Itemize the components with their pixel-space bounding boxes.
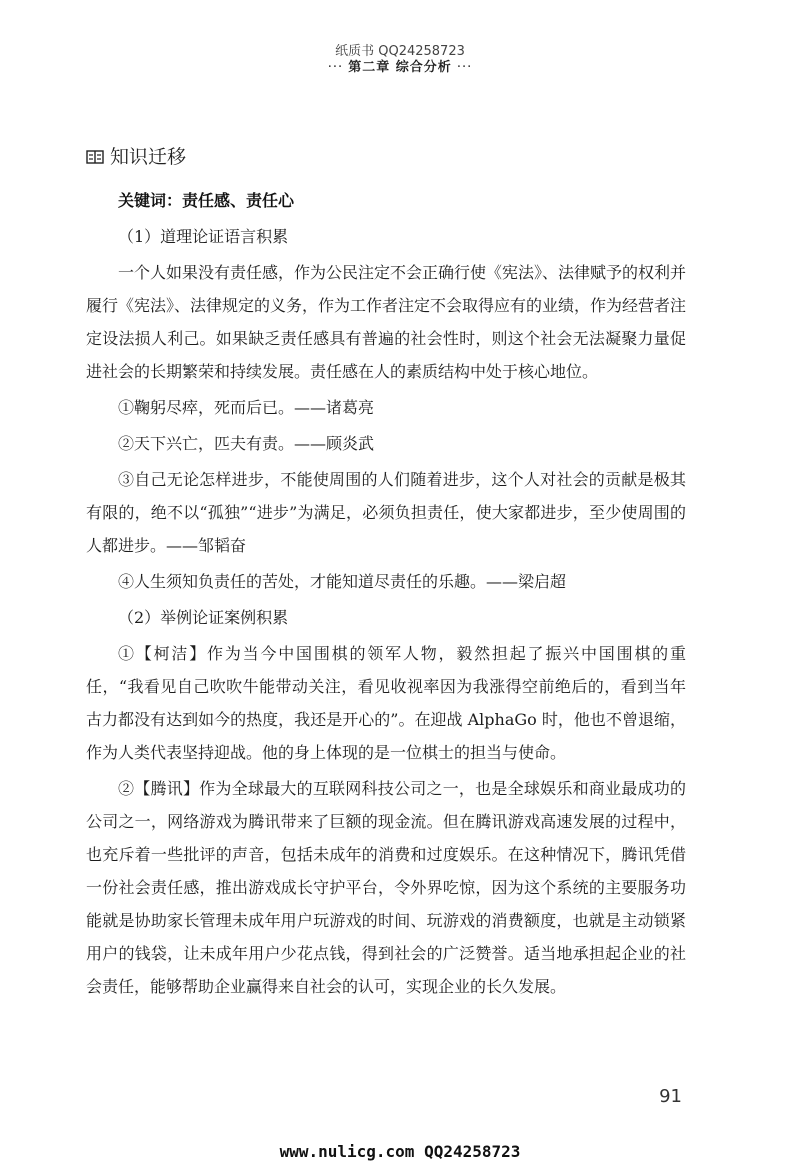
body-text (86, 220, 686, 1006)
header-suffix: ··· (451, 60, 473, 75)
header-prefix: ··· (327, 60, 349, 75)
running-header (0, 56, 800, 75)
quote-1: ①鞠躬尽瘁，死而后已。——诸葛亮 (118, 398, 375, 417)
header-watermark: 纸质书 QQ24258723 (335, 44, 465, 59)
subheading-1: （1）道理论证语言积累 (118, 227, 289, 246)
quote-4: ④人生须知负责任的苦处，才能知道尽责任的乐趣。——梁启超 (118, 572, 567, 591)
keywords-line: 关键词：责任感、责任心 (118, 191, 295, 210)
quote-3: ③自己无论怎样进步，不能使周围的人们随着进步，这个人对社会的贡献是极其有限的，绝不以“孤独”“进步”为满足，必须负担责任，使大家都进步，至少使周围的人都进步。——邹韬奋 (86, 470, 686, 555)
paragraph-reasoning: 一个人如果没有责任感，作为公民注定不会正确行使《宪法》、法律赋予的权利并履行《宪法》、法律规定的义务，作为工作者注定不会取得应有的业绩，作为经营者注定设法损人利己。如果缺乏责任感具有普遍的社会性时，则这个社会无法凝聚力量促进社会的长期繁荣和持续发展。责任感在人的素质结构中处于核心地位。 (86, 263, 687, 381)
section-title: 知识迁移 (110, 146, 187, 168)
book-section-icon (86, 148, 104, 164)
section-heading (86, 142, 186, 169)
example-1: ①【柯洁】作为当今中国围棋的领军人物，毅然担起了振兴中国围棋的重任，“我看见自己吹吹牛能带动关注，看见收视率因为我涨得空前绝后的，看到当年古力都没有达到如今的热度，我还是开心的”。在迎战 AlphaGo 时，他也不曾退缩，作为人类代表坚持迎战。他的身上体现的是一位棋士的担当与使命。 (86, 644, 686, 762)
subheading-2: （2）举例论证案例积累 (118, 608, 289, 627)
chapter-subtitle: 综合分析 (390, 60, 452, 75)
example-2: ②【腾讯】作为全球最大的互联网科技公司之一，也是全球娱乐和商业最成功的公司之一，网络游戏为腾讯带来了巨额的现金流。但在腾讯游戏高速发展的过程中，也充斥着一些批评的声音，包括未成年的消费和过度娱乐。在这种情况下，腾讯凭借一份社会责任感，推出游戏成长守护平台，令外界吃惊，因为这个系统的主要服务功能就是协助家长管理未成年用户玩游戏的时间、玩游戏的消费额度，也就是主动锁紧用户的钱袋，让未成年用户少花点钱，得到社会的广泛赞誉。适当地承担起企业的社会责任，能够帮助企业赢得来自社会的认可，实现企业的长久发展。 (86, 779, 686, 996)
footer-watermark: www.nulicg.com QQ24258723 (279, 1142, 521, 1161)
page-number: 91 (659, 1086, 682, 1107)
quote-2: ②天下兴亡，匹夫有责。——顾炎武 (118, 434, 375, 453)
chapter-label: 第二章 (348, 60, 391, 75)
